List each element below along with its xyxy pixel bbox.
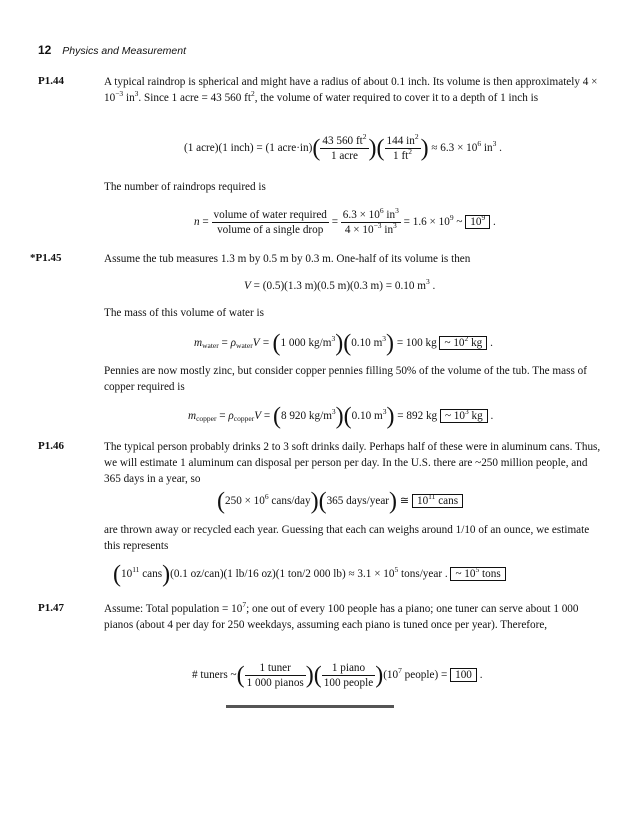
p144-equation-count: n = $\frac{\text{volume of water required}}{\text{volume of a single drop}}$ = $\frac{6.3 \times 10^6 in^3}{4 \times 10^{-3} in^3}$ = $1.6 \times 10^9$ ~ $10^9$ . [194,206,496,236]
p144-equation-volume: (1 acre)(1 inch) = (1 acre·in)( $\frac{43 560 ft^2}{\text{1 acre}}$ )( $\frac{144 in^2}{1 ft^2}$ ) ≈ $6.3 \times 10^6$ $in^3$ . [184,132,502,162]
p147-intro: Assume: Total population = $10^7$; one out of every 100 people has a piano; one tuner can serve about 1 000 pianos (about 4 per day for 250 weekdays, assuming each piano is tuned once per year). Therefore, [104,600,579,631]
answer-box-p146-cans: $10^{11}$ cans [412,494,463,508]
p144-intro: A typical raindrop is spherical and might have a radius of about 0.1 inch. Its volume is then approximately $4 \times 10^{-3}$ $in^3$. Since 1 acre = 43 560 $ft^2$, the volume of water required to cover it to a depth of 1 inch is [104,76,598,104]
problem-label-p145: *P1.45 [30,252,62,264]
answer-box-p144: $10^9$ [465,215,490,229]
problem-label-p147: P1.47 [38,602,64,614]
p147-equation-tuners: # tuners ~( $\frac{\text{1 tuner}}{\text{1 000 pianos}}$ )( $\frac{\text{1 piano}}{\text{100 people}}$ )($10^7$ people) = 100 . [192,662,483,689]
answer-box-p145-water: ~ $10^2$ kg [439,336,487,350]
p146-text-weight: are thrown away or recycled each year. Guessing that each can weighs around 1/10 of an ounce, we estimate this represents [104,524,590,552]
p145-text-mass: The mass of this volume of water is [104,307,265,319]
p145-equation-water-mass: $m_{water} = \rho_{water}V = (1$ 000 $kg/m^3)(0.10$ $m^3) = 100$ kg ~ $10^2$ kg . [194,330,493,357]
p144-text-raindrops: The number of raindrops required is [104,181,266,193]
p145-equation-volume: V = (0.5)(1.3 m)(0.5 m)(0.3 m) = 0.10 $m^3$ . [244,277,436,292]
p146-intro: The typical person probably drinks 2 to 3 soft drinks daily. Perhaps half of these were in aluminum cans. Thus, we will estimate 1 aluminum can disposal per person per day. In the U.S. there are ~250 million people, and 365 days in a year, so [104,441,601,485]
p145-equation-copper-mass: $m_{copper} = \rho_{copper}V = (8$ 920 $kg/m^3)(0.10$ $m^3) = 892$ kg ~ $10^3$ kg . [188,403,494,430]
answer-box-p146-tons: ~ $10^5$ tons [450,567,505,581]
problem-label-p146: P1.46 [38,440,64,452]
p145-text-copper: Pennies are now mostly zinc, but consider copper pennies filling 50% of the volume of the tub. The mass of copper required is [104,365,587,393]
page-header [38,43,186,57]
page-number: 12 [38,43,52,57]
p146-equation-tons: ($10^{11}$ cans)(0.1 oz/can)(1 lb/16 oz)(1 ton/2 000 $lb) \approx 3.1 \times 10^5$ tons/year . ~ $10^5$ tons [113,567,506,581]
p146-equation-cans: ($250 \times 10^6$ cans/day)(365 days/year) ≅ $10^{11}$ cans [217,494,463,508]
answer-box-p145-copper: ~ $10^3$ kg [440,409,488,423]
section-divider [226,705,394,708]
problem-label-p144: P1.44 [38,75,64,87]
answer-box-p147: 100 [450,668,477,682]
p145-intro: Assume the tub measures 1.3 m by 0.5 m by 0.3 m. One-half of its volume is then [104,253,471,265]
running-title: Physics and Measurement [62,45,187,57]
